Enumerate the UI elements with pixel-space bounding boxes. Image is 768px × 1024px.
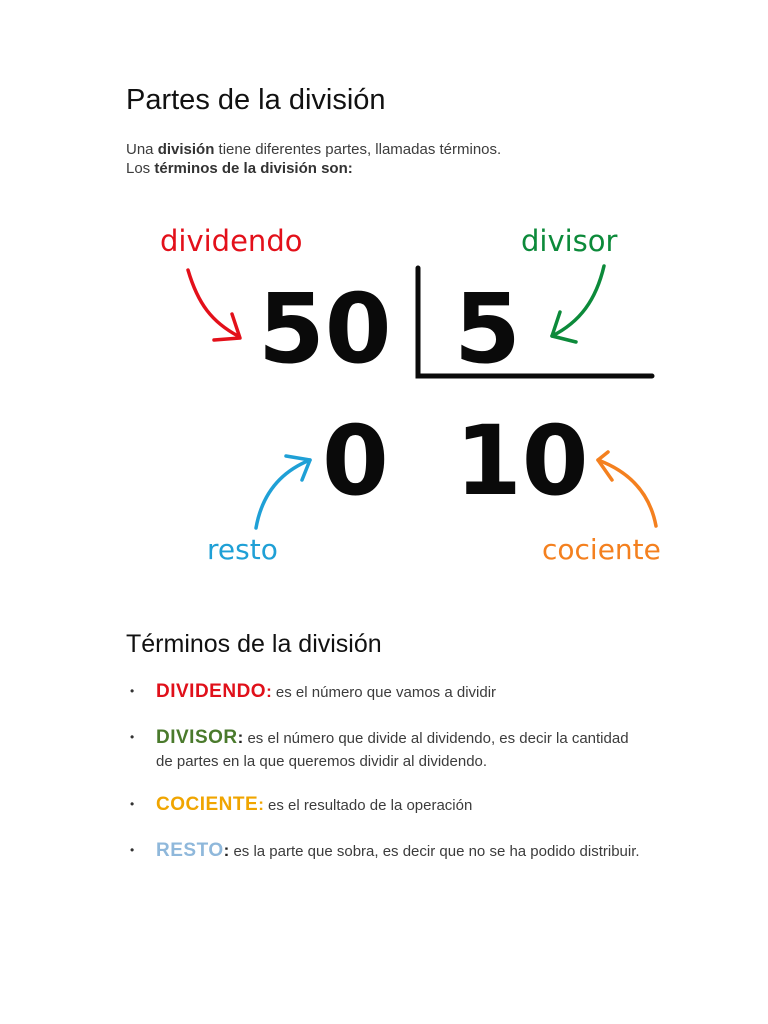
term-label: RESTO	[156, 840, 224, 861]
intro-bold: división	[157, 141, 215, 158]
term-colon: :	[266, 682, 272, 701]
term-definition: es el número que divide al dividendo, es decir la cantidad de partes en la que queremos dividir al dividendo.	[156, 730, 629, 770]
term-label: DIVIDENDO	[156, 681, 267, 702]
intro-line-1	[126, 140, 501, 159]
bullet: •	[130, 730, 135, 744]
quotient-arrow	[598, 452, 656, 526]
bullet: •	[130, 843, 135, 857]
terms-list	[126, 680, 646, 863]
bullet: •	[130, 797, 135, 811]
section-subtitle: Términos de la división	[126, 630, 382, 658]
dividend-label: dividendo	[160, 224, 303, 258]
term-colon: :	[258, 795, 264, 814]
dividend-arrow	[188, 270, 240, 340]
remainder-number: 0	[322, 405, 389, 517]
term-definition: es el resultado de la operación	[263, 797, 473, 814]
divisor-arrow	[552, 266, 604, 342]
term-item-dividendo	[126, 680, 646, 704]
intro-text: Una	[126, 141, 158, 158]
term-item-resto	[126, 839, 646, 863]
intro-text: Los	[126, 160, 155, 177]
dividend-number: 50	[258, 273, 392, 385]
remainder-label: resto	[207, 533, 278, 566]
divisor-label: divisor	[521, 224, 618, 258]
page-title: Partes de la división	[126, 84, 386, 116]
quotient-number: 10	[455, 405, 589, 517]
term-colon: :	[237, 728, 244, 747]
remainder-arrow	[256, 456, 310, 528]
term-colon: :	[223, 841, 230, 860]
quotient-label: cociente	[542, 533, 661, 566]
division-diagram	[150, 212, 690, 592]
term-label: COCIENTE	[156, 794, 259, 815]
intro-text: tiene diferentes partes, llamadas términos.	[214, 141, 502, 158]
term-label: DIVISOR	[156, 727, 238, 748]
intro-line-2	[126, 159, 501, 178]
term-item-cociente	[126, 793, 646, 817]
bullet: •	[130, 684, 135, 698]
term-item-divisor	[126, 726, 646, 773]
divisor-number: 5	[454, 273, 521, 385]
term-definition: es el número que vamos a dividir	[271, 684, 497, 701]
intro-paragraph	[126, 140, 501, 178]
term-definition: es la parte que sobra, es decir que no se ha podido distribuir.	[229, 843, 640, 860]
intro-bold: términos de la división son:	[154, 160, 353, 177]
